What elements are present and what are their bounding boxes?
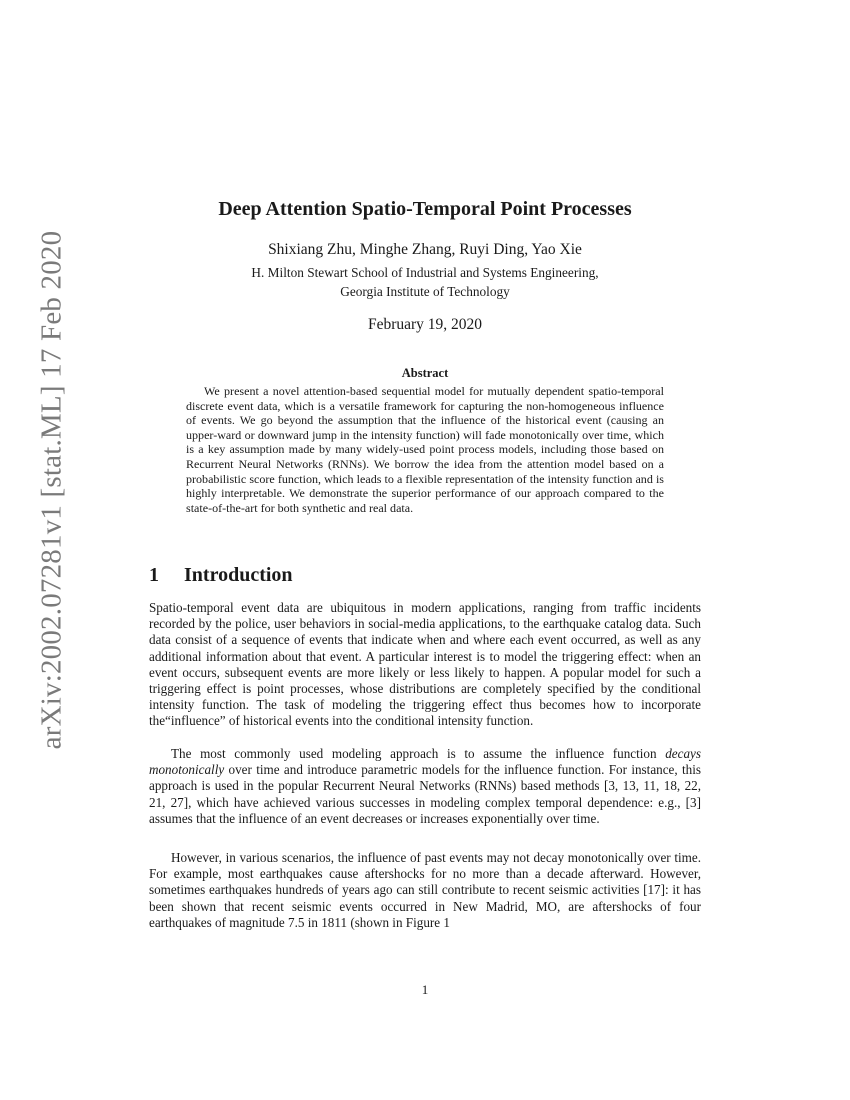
affiliation-line-2: Georgia Institute of Technology: [340, 284, 510, 299]
section-heading: [149, 564, 293, 587]
section-number: 1: [149, 564, 159, 586]
page-number: 1: [421, 982, 429, 997]
affiliation-line-1: H. Milton Stewart School of Industrial and Systems Engineering,: [251, 265, 599, 280]
section-title: Introduction: [184, 564, 293, 586]
paragraph-2-emphasis: decays monotonically: [149, 746, 701, 778]
intro-paragraph-1: Spatio-temporal event data are ubiquitous in modern applications, ranging from traffic incidents recorded by the police, user behaviors in social-media applications, to the earthquake catalog data. Such data consist of a sequence of events that indicate when and where each event occurred, as well as any additional information about that event. A particular interest is to model the triggering effect: when an event occurs, subsequent events are more likely or less likely to happen. A popular model for such a triggering effect is point processes, whose distributions are completely specified by the conditional intensity function. The task of modeling the triggering effect thus becomes how to incorporate the“influence” of historical events into the conditional intensity function.: [149, 600, 701, 729]
paper-title: Deep Attention Spatio-Temporal Point Processes: [218, 198, 632, 220]
arxiv-identifier: arXiv:2002.07281v1 [stat.ML] 17 Feb 2020: [35, 230, 68, 750]
abstract-text: We present a novel attention-based sequential model for mutually dependent spatio-temporal discrete event data, which is a versatile framework for capturing the non-homogeneous influence of events. We go beyond the assumption that the influence of the historical event (causing an upper-ward or downward jump in the intensity function) will fade monotonically over time, which is a key assumption made by many widely-used point process models, including those based on Recurrent Neural Networks (RNNs). We borrow the idea from the attention model based on a probabilistic score function, which leads to a flexible representation of the intensity function and is highly interpretable. We demonstrate the superior performance of our approach compared to the state-of-the-art for both synthetic and real data.: [186, 384, 664, 515]
publication-date: February 19, 2020: [367, 316, 483, 333]
paragraph-2-text-start: The most commonly used modeling approach is to assume the influence function: [171, 746, 666, 761]
intro-paragraph-3: However, in various scenarios, the influence of past events may not decay monotonically over time. For example, most earthquakes cause aftershocks for no more than a decade afterward. However, sometimes earthquakes hundreds of years ago can still contribute to recent seismic activities [17]: it has been shown that recent seismic events occurred in New Madrid, MO, are aftershocks of four earthquakes of magnitude 7.5 in 1811 (shown in Figure 1: [149, 850, 701, 930]
abstract-heading: Abstract: [401, 366, 449, 380]
intro-paragraph-2: [149, 746, 701, 827]
author-list: Shixiang Zhu, Minghe Zhang, Ruyi Ding, Yao Xie: [268, 241, 582, 258]
paragraph-2-text-end: over time and introduce parametric models for the influence function. For instance, this approach is used in the popular Recurrent Neural Networks (RNNs) based methods [3, 13, 11, 18, 22, 21, 27], which have achieved various successes in modeling complex temporal dependence: e.g., [3] assumes that the influence of an event decreases or increases exponentially over time.: [149, 762, 701, 826]
